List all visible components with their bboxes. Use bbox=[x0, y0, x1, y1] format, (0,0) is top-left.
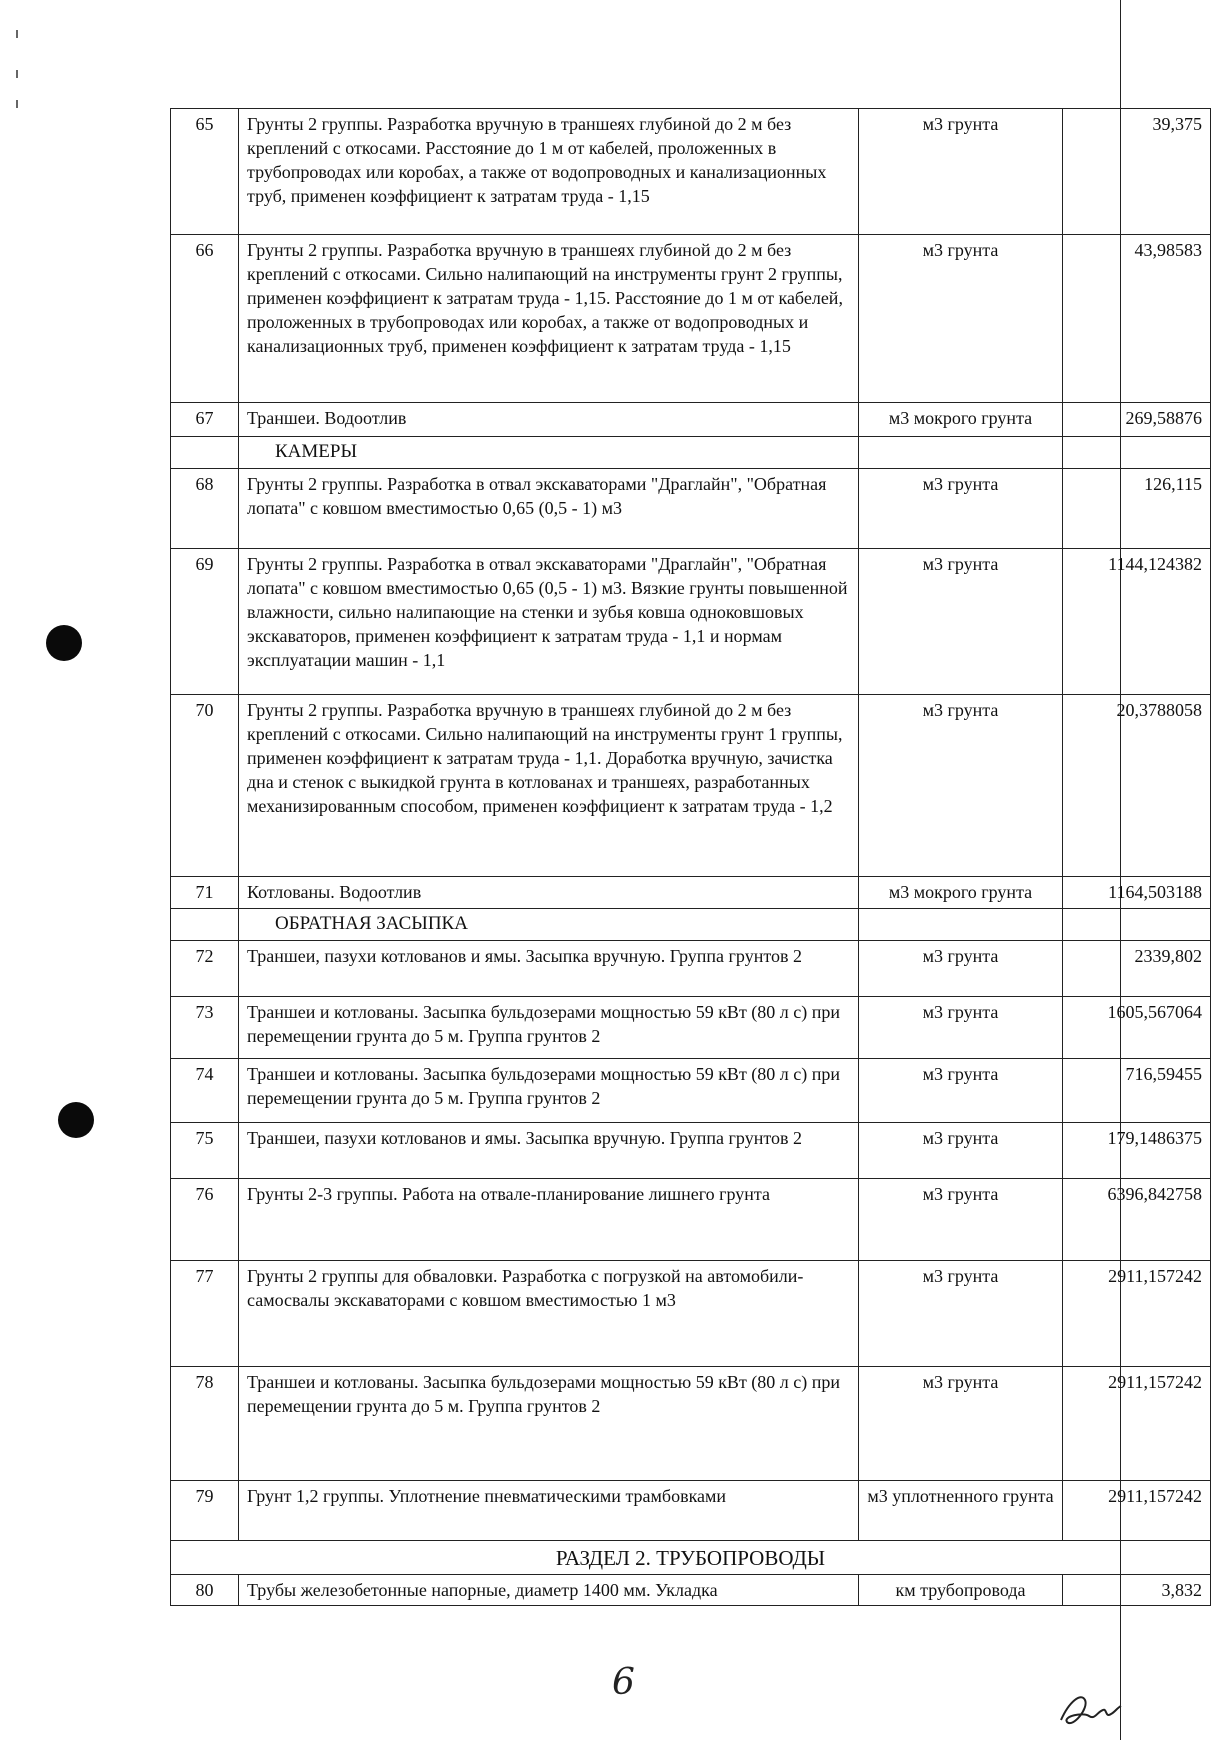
section-row bbox=[171, 909, 1211, 941]
work-description: Котлованы. Водоотлив bbox=[239, 877, 859, 909]
row-number: 71 bbox=[171, 877, 239, 909]
signature bbox=[1055, 1672, 1125, 1732]
unit-empty bbox=[859, 909, 1063, 941]
unit: м3 грунта bbox=[859, 549, 1063, 695]
work-description: Траншеи. Водоотлив bbox=[239, 403, 859, 437]
work-description: Траншеи и котлованы. Засыпка бульдозерами мощностью 59 кВт (80 л с) при перемещении грунта до 5 м. Группа грунтов 2 bbox=[239, 1367, 859, 1481]
unit: м3 грунта bbox=[859, 109, 1063, 235]
section-title: ОБРАТНАЯ ЗАСЫПКА bbox=[239, 909, 859, 941]
row-number: 66 bbox=[171, 235, 239, 403]
part-title: РАЗДЕЛ 2. ТРУБОПРОВОДЫ bbox=[171, 1541, 1211, 1575]
row-number: 79 bbox=[171, 1481, 239, 1541]
quantity: 43,98583 bbox=[1063, 235, 1211, 403]
table-row bbox=[171, 941, 1211, 997]
table-row bbox=[171, 877, 1211, 909]
work-description: Траншеи, пазухи котлованов и ямы. Засыпка вручную. Группа грунтов 2 bbox=[239, 941, 859, 997]
table-row bbox=[171, 235, 1211, 403]
unit: м3 грунта bbox=[859, 997, 1063, 1059]
quantity: 2911,157242 bbox=[1063, 1261, 1211, 1367]
part-heading-row bbox=[171, 1541, 1211, 1575]
quantity: 39,375 bbox=[1063, 109, 1211, 235]
row-number: 69 bbox=[171, 549, 239, 695]
row-number: 77 bbox=[171, 1261, 239, 1367]
unit: м3 грунта bbox=[859, 1059, 1063, 1123]
work-description: Траншеи, пазухи котлованов и ямы. Засыпка вручную. Группа грунтов 2 bbox=[239, 1123, 859, 1179]
table-row bbox=[171, 695, 1211, 877]
quantity: 2911,157242 bbox=[1063, 1481, 1211, 1541]
quantity: 3,832 bbox=[1063, 1575, 1211, 1606]
scan-mark bbox=[16, 70, 18, 78]
quantity: 6396,842758 bbox=[1063, 1179, 1211, 1261]
table-row bbox=[171, 469, 1211, 549]
table-row bbox=[171, 109, 1211, 235]
unit: м3 грунта bbox=[859, 1179, 1063, 1261]
work-description: Грунты 2 группы. Разработка в отвал экскаваторами "Драглайн", "Обратная лопата" с ковшом вместимостью 0,65 (0,5 - 1) м3 bbox=[239, 469, 859, 549]
quantity: 1144,124382 bbox=[1063, 549, 1211, 695]
section-row bbox=[171, 437, 1211, 469]
quantity: 2911,157242 bbox=[1063, 1367, 1211, 1481]
unit: м3 грунта bbox=[859, 1261, 1063, 1367]
work-description: Грунты 2 группы для обваловки. Разработка с погрузкой на автомобили-самосвалы экскаваторами с ковшом вместимостью 1 м3 bbox=[239, 1261, 859, 1367]
row-number: 65 bbox=[171, 109, 239, 235]
row-number: 75 bbox=[171, 1123, 239, 1179]
estimate-table bbox=[170, 108, 1211, 1606]
table-row bbox=[171, 1123, 1211, 1179]
row-number-empty bbox=[171, 437, 239, 469]
table-row bbox=[171, 1261, 1211, 1367]
unit: м3 грунта bbox=[859, 1367, 1063, 1481]
unit: м3 грунта bbox=[859, 695, 1063, 877]
work-description: Грунты 2 группы. Разработка вручную в траншеях глубиной до 2 м без креплений с откосами. Сильно налипающий на инструменты грунт 2 группы, применен коэффициент к затратам труда - 1,15. Расстояние до 1 м от кабелей, проложенных в трубопроводах или коробах, а также от водопроводных и канализационных труб, применен коэффициент к затратам труда - 1,15 bbox=[239, 235, 859, 403]
table-row bbox=[171, 549, 1211, 695]
row-number: 78 bbox=[171, 1367, 239, 1481]
row-number: 74 bbox=[171, 1059, 239, 1123]
row-number: 68 bbox=[171, 469, 239, 549]
quantity-empty bbox=[1063, 909, 1211, 941]
table-row bbox=[171, 1575, 1211, 1606]
quantity-empty bbox=[1063, 437, 1211, 469]
row-number: 67 bbox=[171, 403, 239, 437]
section-title: КАМЕРЫ bbox=[239, 437, 859, 469]
unit: м3 грунта bbox=[859, 941, 1063, 997]
work-description: Грунты 2 группы. Разработка вручную в траншеях глубиной до 2 м без креплений с откосами. Расстояние до 1 м от кабелей, проложенных в трубопроводах или коробах, а также от водопроводных и канализационных труб, применен коэффициент к затратам труда - 1,15 bbox=[239, 109, 859, 235]
unit: м3 мокрого грунта bbox=[859, 403, 1063, 437]
quantity: 716,59455 bbox=[1063, 1059, 1211, 1123]
table-row bbox=[171, 1481, 1211, 1541]
quantity: 269,58876 bbox=[1063, 403, 1211, 437]
unit: м3 мокрого грунта bbox=[859, 877, 1063, 909]
quantity: 20,3788058 bbox=[1063, 695, 1211, 877]
quantity: 1164,503188 bbox=[1063, 877, 1211, 909]
row-number: 76 bbox=[171, 1179, 239, 1261]
scan-mark bbox=[16, 100, 18, 108]
work-description: Траншеи и котлованы. Засыпка бульдозерами мощностью 59 кВт (80 л с) при перемещении грунта до 5 м. Группа грунтов 2 bbox=[239, 1059, 859, 1123]
scan-mark bbox=[16, 30, 18, 38]
punch-hole bbox=[46, 625, 82, 661]
work-description: Траншеи и котлованы. Засыпка бульдозерами мощностью 59 кВт (80 л с) при перемещении грунта до 5 м. Группа грунтов 2 bbox=[239, 997, 859, 1059]
table-row bbox=[171, 1059, 1211, 1123]
row-number: 72 bbox=[171, 941, 239, 997]
work-description: Грунты 2 группы. Разработка в отвал экскаваторами "Драглайн", "Обратная лопата" с ковшом вместимостью 0,65 (0,5 - 1) м3. Вязкие грунты повышенной влажности, сильно налипающие на стенки и зубья ковша одноковшовых экскаваторов, применен коэффициент к затратам труда - 1,1 и нормам эксплуатации машин - 1,1 bbox=[239, 549, 859, 695]
row-number-empty bbox=[171, 909, 239, 941]
unit: м3 грунта bbox=[859, 469, 1063, 549]
work-description: Грунты 2 группы. Разработка вручную в траншеях глубиной до 2 м без креплений с откосами. Сильно налипающий на инструменты грунт 1 группы, применен коэффициент к затратам труда - 1,1. Доработка вручную, зачистка дна и стенок с выкидкой грунта в котлованах и траншеях, разработанных механизированным способом, применен коэффициент к затратам труда - 1,2 bbox=[239, 695, 859, 877]
work-description: Грунты 2-3 группы. Работа на отвале-планирование лишнего грунта bbox=[239, 1179, 859, 1261]
unit: м3 уплотненного грунта bbox=[859, 1481, 1063, 1541]
table-row bbox=[171, 403, 1211, 437]
row-number: 80 bbox=[171, 1575, 239, 1606]
table-row bbox=[171, 1367, 1211, 1481]
unit: км трубопровода bbox=[859, 1575, 1063, 1606]
quantity: 2339,802 bbox=[1063, 941, 1211, 997]
row-number: 73 bbox=[171, 997, 239, 1059]
punch-hole bbox=[58, 1102, 94, 1138]
unit: м3 грунта bbox=[859, 1123, 1063, 1179]
unit-empty bbox=[859, 437, 1063, 469]
quantity: 1605,567064 bbox=[1063, 997, 1211, 1059]
row-number: 70 bbox=[171, 695, 239, 877]
page-number: 6 bbox=[612, 1662, 635, 1703]
table-row bbox=[171, 997, 1211, 1059]
quantity: 179,1486375 bbox=[1063, 1123, 1211, 1179]
work-description: Грунт 1,2 группы. Уплотнение пневматическими трамбовками bbox=[239, 1481, 859, 1541]
quantity: 126,115 bbox=[1063, 469, 1211, 549]
unit: м3 грунта bbox=[859, 235, 1063, 403]
table-row bbox=[171, 1179, 1211, 1261]
work-description: Трубы железобетонные напорные, диаметр 1400 мм. Укладка bbox=[239, 1575, 859, 1606]
